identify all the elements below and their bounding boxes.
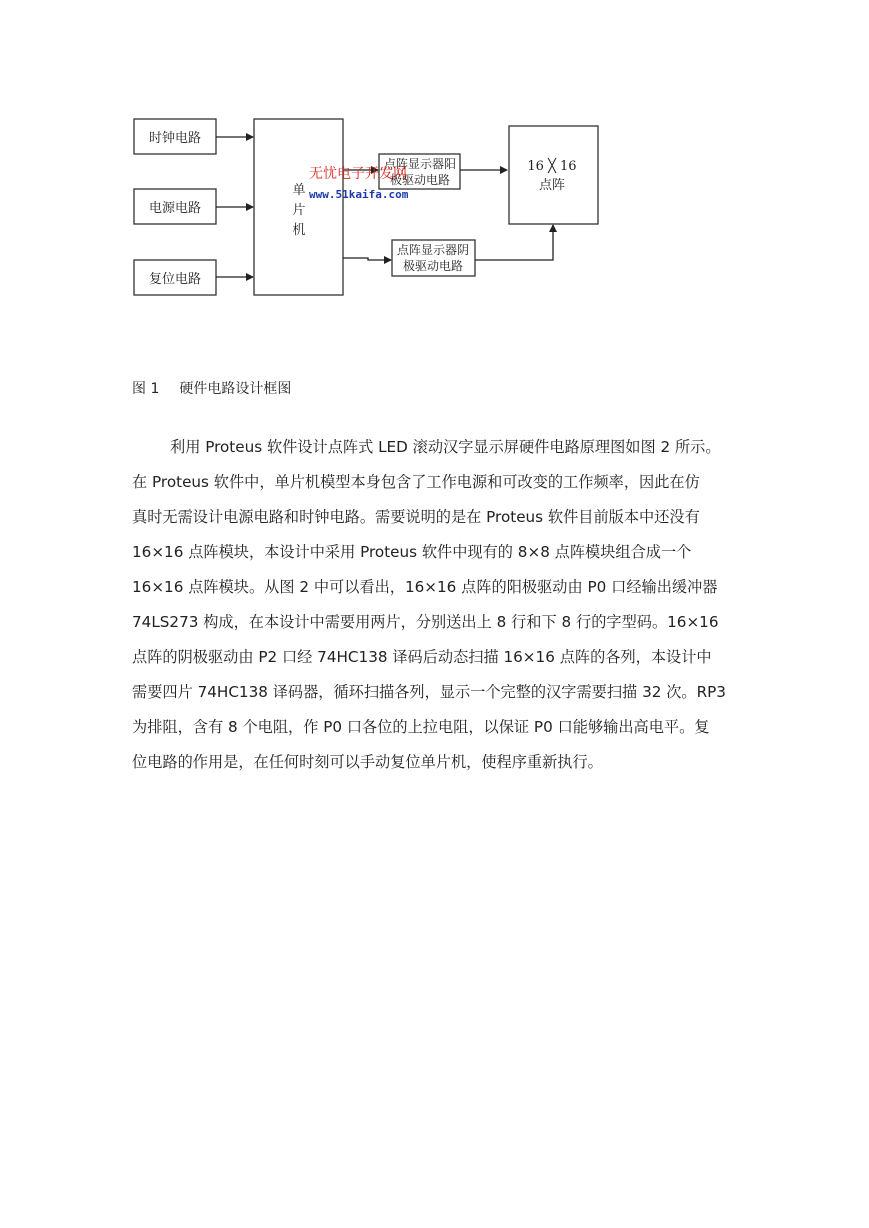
block-diagram [0, 0, 869, 340]
body-paragraph [132, 430, 742, 780]
power-circuit-label: 电源电路 [148, 201, 202, 216]
paragraph-line: 需要四片 74HC138 译码器，循环扫描各列，显示一个完整的汉字需要扫描 32 次。RP3 [132, 683, 726, 701]
matrix-block [509, 126, 598, 224]
mcu-to-cathode-arrow [343, 258, 391, 260]
matrix-label-1: 16 ╳ 16 [527, 159, 577, 174]
paragraph-line: 16×16 点阵模块。从图 2 中可以看出，16×16 点阵的阳极驱动由 P0 口经输出缓冲器 [132, 578, 718, 596]
mcu-block [254, 119, 343, 295]
mcu-label-2: 片 [292, 203, 306, 218]
paragraph-line: 为排阻，含有 8 个电阻，作 P0 口各位的上拉电阻，以保证 P0 口能够输出高电平。复 [132, 718, 710, 736]
paragraph-line: 在 Proteus 软件中，单片机模型本身包含了工作电源和可改变的工作频率，因此在仿 [132, 473, 700, 491]
clock-circuit-label: 时钟电路 [148, 131, 202, 146]
watermark-name: 无忧电子开发网 [309, 166, 407, 182]
cathode-driver-block [392, 240, 475, 276]
clock-circuit-block [134, 119, 216, 154]
cathode-driver-label-1: 点阵显示器阴 [396, 243, 470, 257]
paragraph-line: 位电路的作用是，在任何时刻可以手动复位单片机，使程序重新执行。 [132, 753, 603, 771]
figure-title: 硬件电路设计框图 [179, 381, 292, 397]
anode-driver-label-1: 点阵显示器阳 [383, 157, 457, 171]
paragraph-line: 16×16 点阵模块，本设计中采用 Proteus 软件中现有的 8×8 点阵模块组合成一个 [132, 543, 692, 561]
mcu-label-1: 单 [292, 183, 306, 198]
reset-circuit-label: 复位电路 [148, 272, 202, 287]
mcu-label-3: 机 [292, 223, 306, 238]
figure-caption [132, 378, 291, 398]
power-circuit-block [134, 189, 216, 224]
paragraph-line: 点阵的阴极驱动由 P2 口经 74HC138 译码后动态扫描 16×16 点阵的各列，本设计中 [132, 648, 712, 666]
matrix-label-2: 点阵 [538, 178, 566, 193]
paragraph-line: 74LS273 构成，在本设计中需要用两片，分别送出上 8 行和下 8 行的字型码。16×16 [132, 613, 719, 631]
anode-driver-label-2: 极驱动电路 [389, 173, 451, 187]
paragraph-line: 利用 Proteus 软件设计点阵式 LED 滚动汉字显示屏硬件电路原理图如图 2 所示。 [170, 438, 721, 456]
figure-number: 图 1 [132, 381, 160, 397]
cathode-driver-label-2: 极驱动电路 [402, 259, 464, 273]
reset-circuit-block [134, 260, 216, 295]
watermark-url: www.51kaifa.com [309, 188, 409, 201]
paragraph-line: 真时无需设计电源电路和时钟电路。需要说明的是在 Proteus 软件目前版本中还没有 [132, 508, 700, 526]
cathode-to-matrix-arrow [475, 225, 553, 260]
